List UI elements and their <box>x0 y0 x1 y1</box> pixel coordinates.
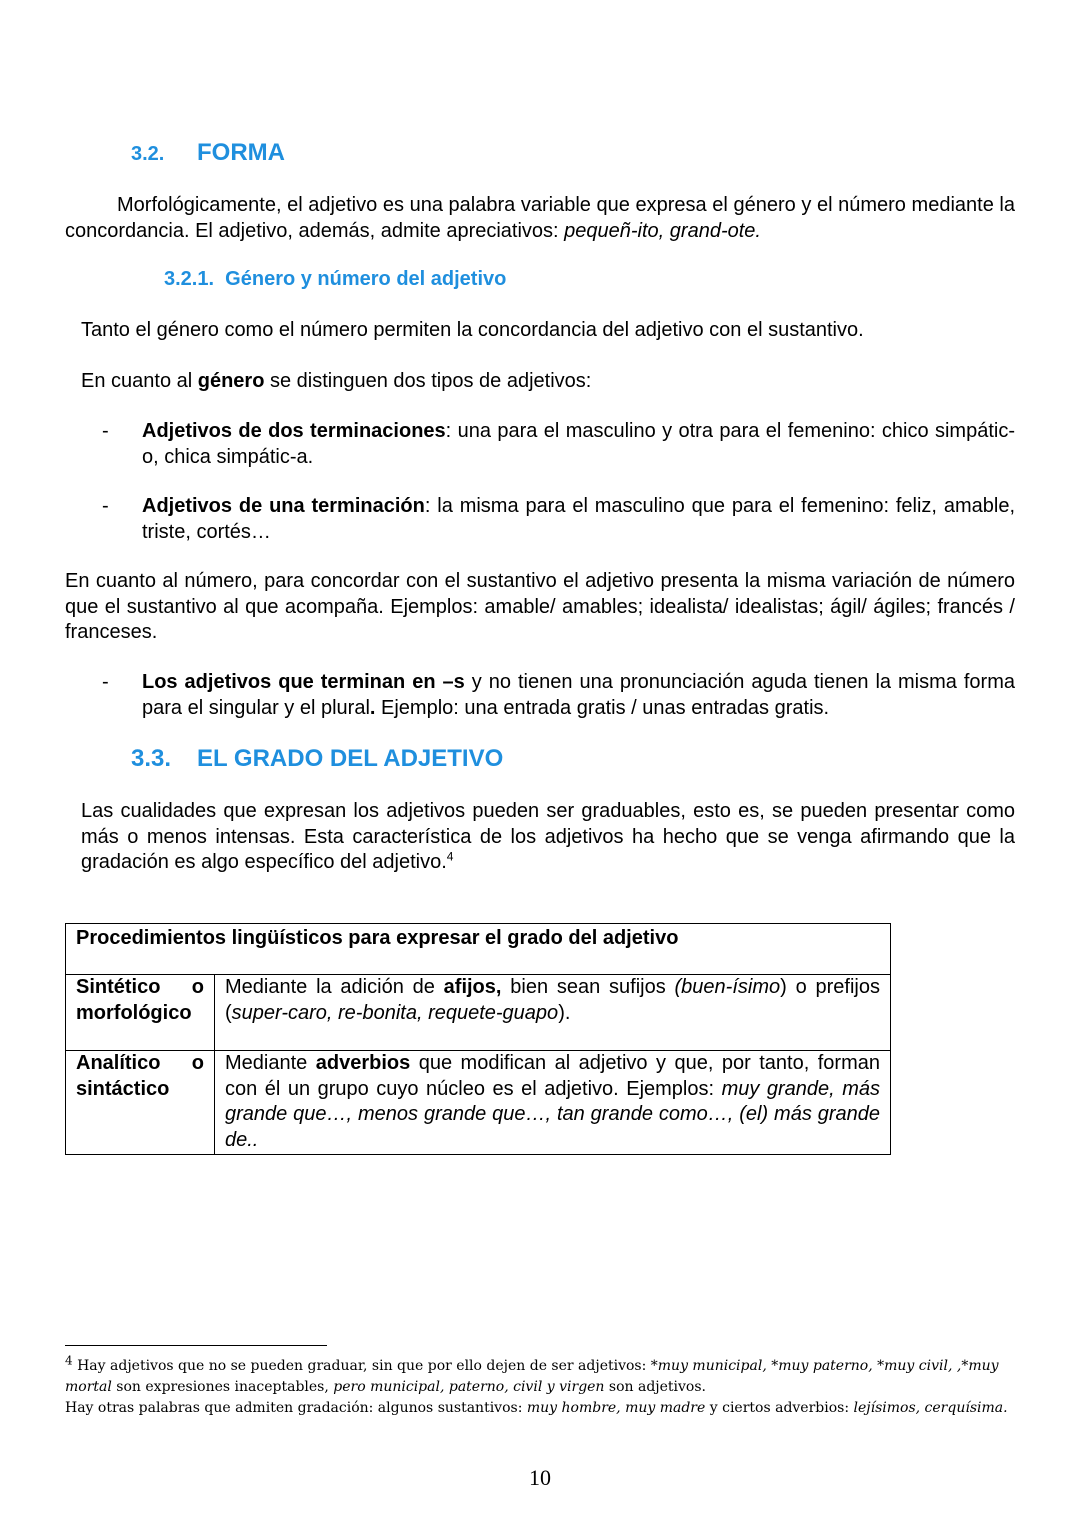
subsection-heading <box>164 268 506 291</box>
text: Mediante <box>225 1052 316 1074</box>
italic-example: lejísimos, cerquísima. <box>853 1400 1008 1416</box>
bold-term: afijos, <box>443 976 502 998</box>
grado-paragraph <box>81 799 1015 876</box>
text: Hay otras palabras que admiten gradación: algunos sustantivos: <box>65 1400 527 1416</box>
text: ) o prefijos ( <box>225 976 880 1024</box>
bold-period: . <box>369 696 376 719</box>
bullet-term: Los adjetivos que terminan en –s <box>142 671 465 693</box>
footnote-line-2 <box>65 1398 1015 1419</box>
text: Hay adjetivos que no se pueden graduar, sin que por ello dejen de ser adjetivos: * <box>72 1358 658 1374</box>
footnote-separator <box>65 1345 327 1346</box>
table-header-row <box>66 924 891 975</box>
forma-paragraph <box>65 193 1015 244</box>
subsection-title: Género y número del adjetivo <box>225 268 507 290</box>
text: y ciertos adverbios: <box>705 1400 854 1416</box>
bold-term: género <box>197 370 265 392</box>
row-label-analitico: Analítico o sintáctico <box>66 1051 215 1155</box>
dash-marker: - <box>102 420 109 442</box>
footnote-mark: 4 <box>65 1353 73 1368</box>
text: ). <box>558 1001 571 1024</box>
text: En cuanto al <box>81 370 198 392</box>
italic-example: super-caro, re-bonita, requete-guapo <box>231 1001 559 1024</box>
bold-term: adverbios <box>315 1052 411 1074</box>
bullet-example: Ejemplo: una entrada gratis / unas entradas gratis. <box>375 696 830 719</box>
text: que modifican al adjetivo y que, por tanto, forman con él un grupo cuyo núcleo es el adjetivo. Ejemplos: <box>225 1052 880 1100</box>
italic-example: muy grande, más grande que…, menos grande que…, tan grande como…, (el) más grande de.. <box>225 1077 880 1151</box>
section-number: 3.2. <box>131 143 165 165</box>
footnote <box>65 1353 1015 1419</box>
section-number: 3.3. <box>131 745 172 772</box>
bullet-ending-s <box>102 670 1015 721</box>
section-heading-forma <box>131 139 285 167</box>
dash-marker: - <box>102 495 109 517</box>
section-title: FORMA <box>197 139 285 166</box>
paragraph-italic-examples: pequeñ-ito, grand-ote. <box>564 219 761 242</box>
numero-paragraph: En cuanto al número, para concordar con el sustantivo el adjetivo presenta la misma variación de número que el sustantivo al que acompaña. Ejemplos: amable/ amables; idealista/ idealistas; ágil/ ágiles; francés / franceses. <box>65 570 1015 643</box>
bullet-text: : una para el masculino y otra para el femenino: chico simpátic-o, chica simpátic-a. <box>142 420 1015 468</box>
bullet-two-endings <box>102 419 1015 470</box>
genero-types-intro <box>81 369 1015 395</box>
text: son expresiones inaceptables, <box>111 1379 334 1395</box>
section-title: EL GRADO DEL ADJETIVO <box>197 745 504 772</box>
table-header: Procedimientos lingüísticos para expresar el grado del adjetivo <box>66 924 891 975</box>
row-label-sintetico: Sintético o morfológico <box>66 975 215 1051</box>
italic-example: muy municipal, *muy paterno, *muy civil, ,*muy mortal <box>65 1358 999 1395</box>
grado-procedures-table <box>65 923 891 1155</box>
table-row <box>66 975 891 1051</box>
text: se distinguen dos tipos de adjetivos: <box>264 370 592 392</box>
row-content-sintetico <box>215 975 891 1051</box>
text: Mediante la adición de <box>225 976 444 998</box>
subsection-number: 3.2.1. <box>164 268 215 290</box>
paragraph-text: Las cualidades que expresan los adjetivos pueden ser graduables, esto es, se pueden presentar como más o menos intensas. Esta característica de los adjetivos ha hecho que se venga afirmando que la gradación es algo específico del adjetivo. <box>81 800 1015 873</box>
genero-intro: Tanto el género como el número permiten la concordancia del adjetivo con el sustantivo. <box>81 319 864 341</box>
bullet-text: : la misma para el masculino que para el femenino: feliz, amable, triste, cortés… <box>142 495 1016 543</box>
footnote-line-1 <box>65 1353 1015 1398</box>
dash-marker: - <box>102 671 109 693</box>
bullet-one-ending <box>102 494 1016 545</box>
row-content-analitico <box>215 1051 891 1155</box>
italic-example: pero municipal, paterno, civil y virgen <box>333 1379 605 1395</box>
table-row <box>66 1051 891 1155</box>
italic-example: muy hombre, muy madre <box>526 1400 706 1416</box>
text: son adjetivos. <box>604 1379 706 1395</box>
bullet-term: Adjetivos de una terminación <box>142 495 425 517</box>
text: bien sean sufijos <box>501 976 675 998</box>
italic-example: (buen-ísimo <box>674 976 781 998</box>
bullet-term: Adjetivos de dos terminaciones <box>142 420 446 442</box>
bullet-text: y no tienen una pronunciación aguda tienen la misma forma para el singular y el plural <box>142 671 1015 719</box>
section-heading-grado <box>131 745 503 773</box>
paragraph-text: Morfológicamente, el adjetivo es una palabra variable que expresa el género y el número mediante la concordancia. El adjetivo, además, admite apreciativos: <box>65 194 1015 242</box>
footnote-reference[interactable]: 4 <box>446 849 454 864</box>
page-number: 10 <box>529 1465 551 1490</box>
